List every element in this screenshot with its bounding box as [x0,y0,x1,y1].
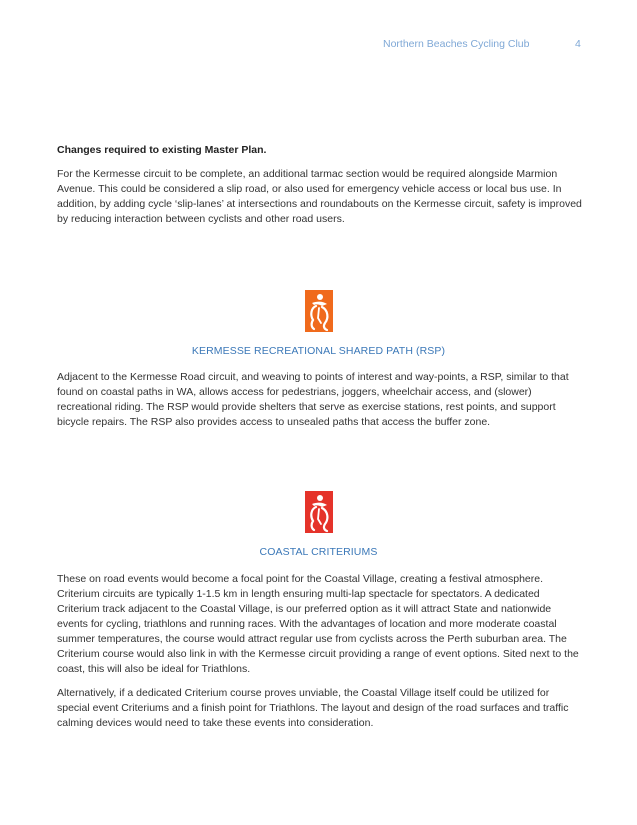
cyclist-logo-icon [305,290,333,332]
page-number: 4 [575,38,581,50]
cyclist-logo-icon [305,491,333,533]
header-club-name: Northern Beaches Cycling Club [383,38,530,50]
logo-head [317,495,323,501]
rsp-heading: KERMESSE RECREATIONAL SHARED PATH (RSP) [191,345,446,357]
section-heading: Changes required to existing Master Plan. [57,144,267,156]
criteriums-paragraph-2: Alternatively, if a dedicated Criterium course proves unviable, the Coastal Village itself could be utilized for special event Criteriums and a finish point for Triathlons. The layout and design of the road surfaces and traffic calming devices would need to take these events into consideration. [57,687,569,729]
rsp-paragraph: Adjacent to the Kermesse Road circuit, and weaving to points of interest and way-points, a RSP, similar to that found on coastal paths in WA, allows access for pedestrians, joggers, wheelchair access, and (slower) recreational riding. The RSP would provide shelters that serve as exercise stations, rest points, and support bicycle repairs. The RSP also provides access to unsealed paths that access the buffer zone. [57,371,569,428]
criteriums-paragraph-1: These on road events would become a focal point for the Coastal Village, creating a festival atmosphere. Criterium circuits are typically 1-1.5 km in length ensuring multi-lap spectacle for spectators. A dedicated Criterium track adjacent to the Coastal Village, is our preferred option as it will attract State and nationwide events for cycling, triathlons and running races. With the advantages of location and more moderate coastal summer temperatures, the course would attract regular use from cyclists across the Perth suburban area. The Criterium course would also link in with the Kermesse circuit providing a range of event options. Sited next to the coast, this will also be ideal for Triathlons. [57,573,579,675]
logo-head [317,294,323,300]
intro-paragraph: For the Kermesse circuit to be complete, an additional tarmac section would be required alongside Marmion Avenue. This could be considered a slip road, or also used for emergency vehicle access or local bus use. In addition, by adding cycle ‘slip-lanes’ at intersections and roundabouts on the Kermesse circuit, safety is improved by reducing interaction between cyclists and other road users. [57,168,582,225]
criteriums-heading: COASTAL CRITERIUMS [259,546,378,558]
